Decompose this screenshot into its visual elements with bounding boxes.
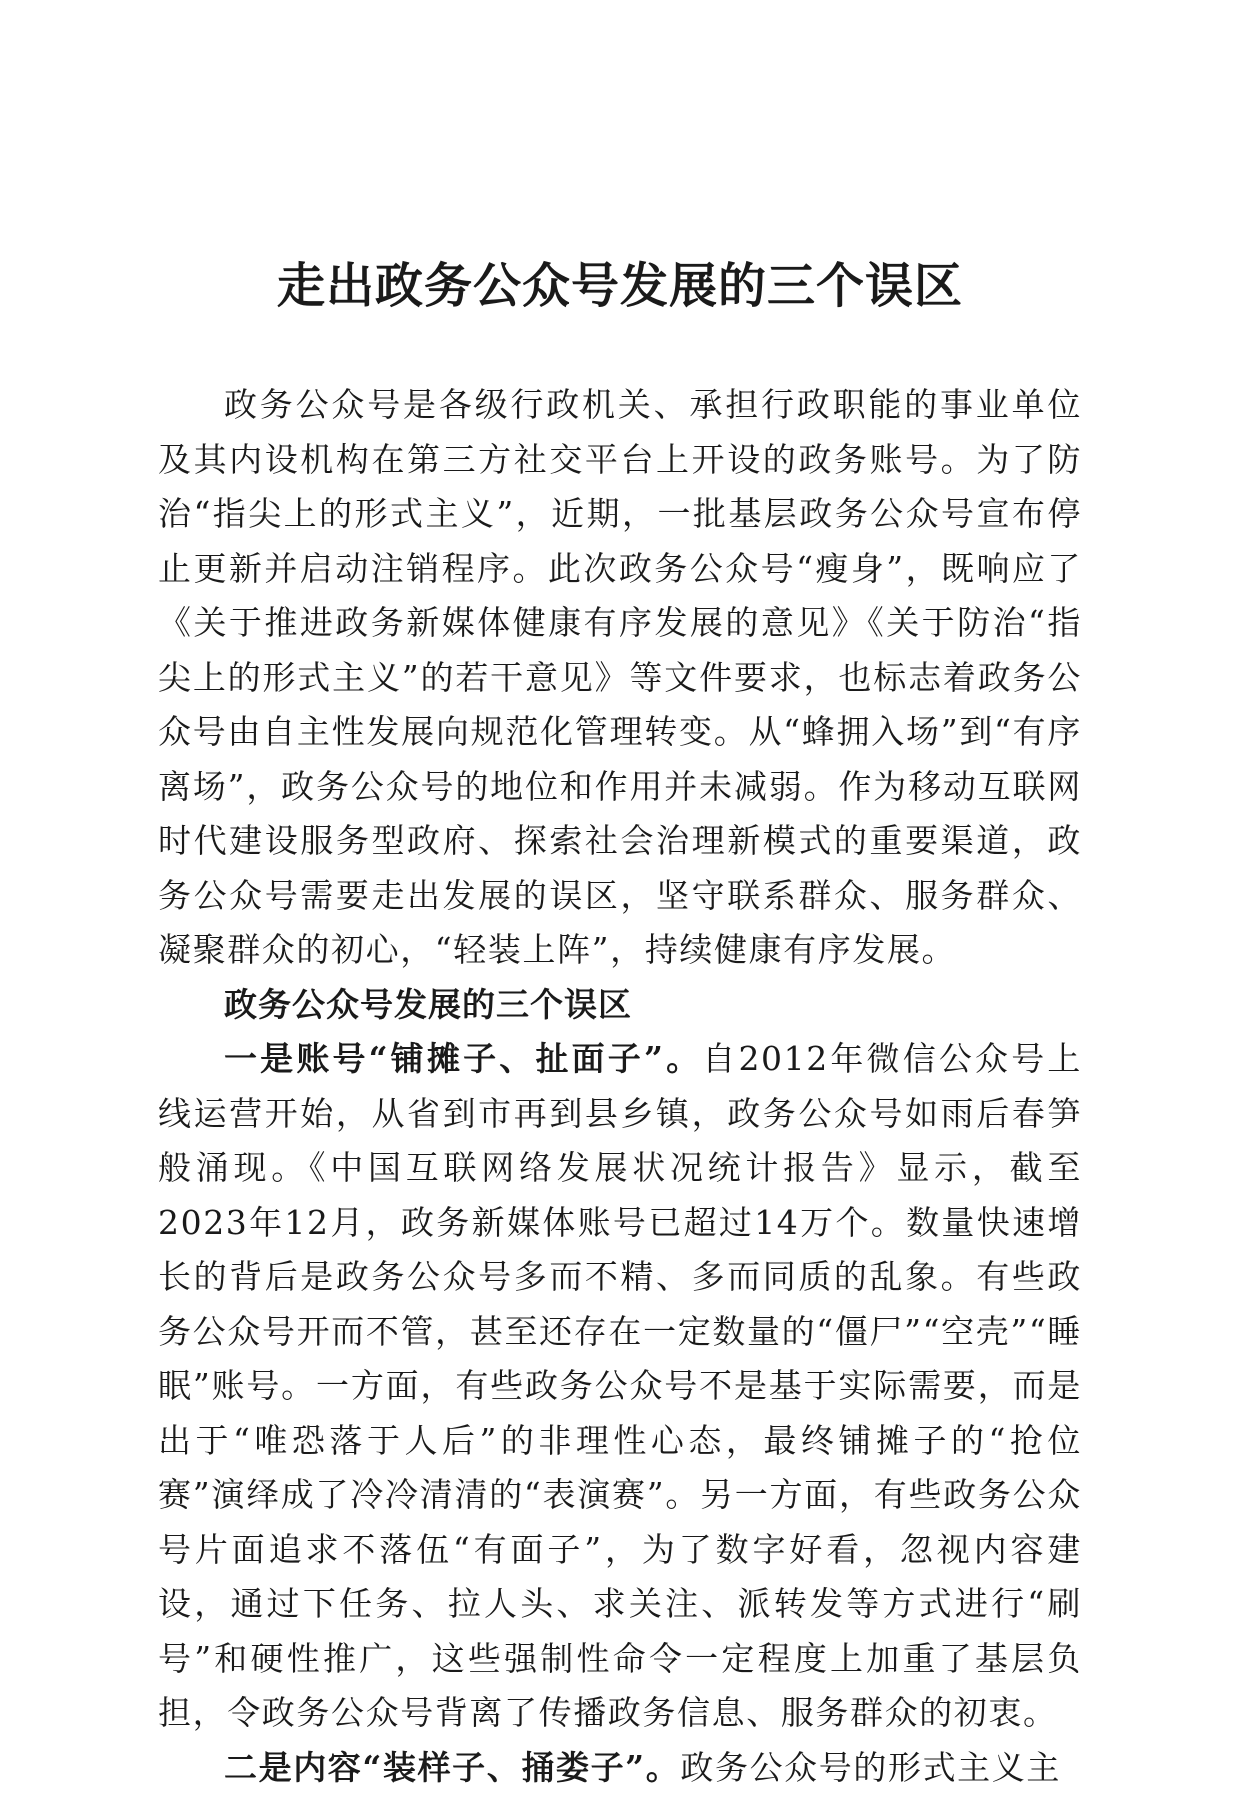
point-two-lead: 二是内容“装样子、捅娄子”。 xyxy=(224,1748,680,1787)
point-one-paragraph xyxy=(158,1032,1082,1741)
point-two-text: 政务公众号的形式主义主 xyxy=(680,1748,1061,1787)
section-heading: 政务公众号发展的三个误区 xyxy=(158,978,1082,1033)
point-one-lead: 一是账号“铺摊子、扯面子”。 xyxy=(224,1039,702,1078)
document-body xyxy=(158,378,1082,1795)
point-one-text: 自2012年微信公众号上线运营开始，从省到市再到县乡镇，政务公众号如雨后春笋般涌现。《中国互联网络发展状况统计报告》显示，截至2023年12月，政务新媒体账号已超过14万个。数量快速增长的背后是政务公众号多而不精、多而同质的乱象。有些政务公众号开而不管，甚至还存在一定数量的“僵尸”“空壳”“睡眠”账号。一方面，有些政务公众号不是基于实际需要，而是出于“唯恐落于人后”的非理性心态，最终铺摊子的“抢位赛”演绎成了冷冷清清的“表演赛”。另一方面，有些政务公众号片面追求不落伍“有面子”，为了数字好看，忽视内容建设，通过下任务、拉人头、求关注、派转发等方式进行“刷号”和硬性推广，这些强制性命令一定程度上加重了基层负担，令政务公众号背离了传播政务信息、服务群众的初衷。 xyxy=(158,1039,1082,1732)
point-two-paragraph xyxy=(158,1741,1082,1795)
intro-paragraph: 政务公众号是各级行政机关、承担行政职能的事业单位及其内设机构在第三方社交平台上开设的政务账号。为了防治“指尖上的形式主义”，近期，一批基层政务公众号宣布停止更新并启动注销程序。此次政务公众号“瘦身”，既响应了《关于推进政务新媒体健康有序发展的意见》《关于防治“指尖上的形式主义”的若干意见》等文件要求，也标志着政务公众号由自主性发展向规范化管理转变。从“蜂拥入场”到“有序离场”，政务公众号的地位和作用并未减弱。作为移动互联网时代建设服务型政府、探索社会治理新模式的重要渠道，政务公众号需要走出发展的误区，坚守联系群众、服务群众、凝聚群众的初心，“轻装上阵”，持续健康有序发展。 xyxy=(158,378,1082,978)
document-title: 走出政务公众号发展的三个误区 xyxy=(150,256,1090,316)
